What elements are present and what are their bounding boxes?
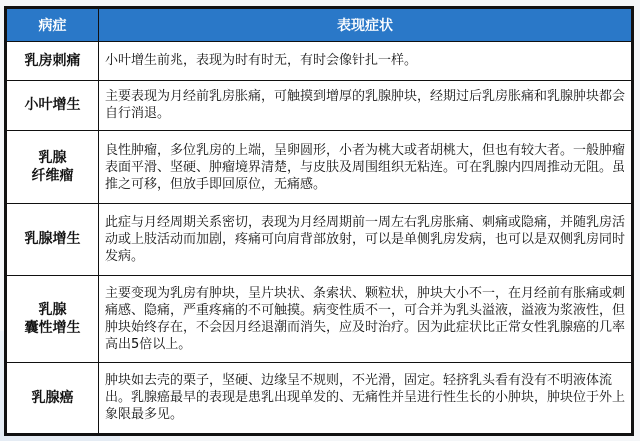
table-row	[7, 362, 632, 433]
disease-name-line: 纤维瘤	[31, 168, 74, 185]
symptom-text: 肿块如去壳的栗子，坚硬、边缘呈不规则，不光滑，固定。轻挤乳头看有没有不明液体流出。乳腺癌最早的表现是患乳出现单发的、无痛性并呈进行性生长的小肿块，肿块位于外上象限最多见。	[99, 362, 632, 433]
disease-name-line: 乳腺	[38, 150, 67, 167]
table-row	[7, 204, 632, 275]
table-row	[7, 80, 632, 131]
table-row	[7, 275, 632, 362]
disease-name-line: 乳腺癌	[31, 389, 74, 406]
symptom-table	[6, 8, 632, 434]
symptom-text: 良性肿瘤，多位乳房的上端，呈卵圆形，小者为桃大或者胡桃大，但也有较大者。一般肿瘤表面平滑、坚硬、肿瘤境界清楚，与皮肤及周围组织无粘连。可在乳腺内四周推动无阻。虽推之可移，但放手即回原位，无痛感。	[99, 131, 632, 204]
disease-name-line: 乳腺增生	[24, 231, 81, 248]
disease-name-line: 小叶增生	[24, 97, 81, 114]
symptom-text: 此症与月经周期关系密切，表现为月经周期前一周左右乳房胀痛、刺痛或隐痛，并随乳房活动或上肢活动而加剧，疼痛可向肩背部放射，可以是单侧乳房发病，也可以是双侧乳房同时发病。	[99, 204, 632, 275]
disease-name	[7, 80, 99, 131]
disease-name	[7, 131, 99, 204]
symptom-text: 主要表现为月经前乳房胀痛，可触摸到增厚的乳腺肿块，经期过后乳房胀痛和乳腺肿块都会自行消退。	[99, 80, 632, 131]
header-disease: 病症	[7, 9, 99, 42]
disease-name	[7, 204, 99, 275]
table-row	[7, 131, 632, 204]
symptom-text: 小叶增生前兆，表现为时有时无，有时会像针扎一样。	[99, 42, 632, 81]
disease-name	[7, 42, 99, 81]
table-header-row	[7, 9, 632, 42]
disease-name	[7, 362, 99, 433]
disease-name-line: 囊性增生	[24, 319, 81, 336]
symptom-text: 主要变现为乳房有肿块，呈片块状、条索状、颗粒状，肿块大小不一，在月经前有胀痛或刺痛感、隐痛，严重疼痛的不可触摸。病变性质不一，可合并为乳头溢液，溢液为浆液性，但肿块始终存在，不会因月经退潮而消失，应及时治疗。因为此症状比正常女性乳腺癌的几率高出5倍以上。	[99, 275, 632, 362]
table-row	[7, 42, 632, 81]
header-symptom: 表现症状	[99, 9, 632, 42]
disease-name-line: 乳房刺痛	[24, 52, 81, 69]
disease-name-line: 乳腺	[38, 301, 67, 318]
disease-name	[7, 275, 99, 362]
symptom-table-container	[4, 6, 634, 436]
